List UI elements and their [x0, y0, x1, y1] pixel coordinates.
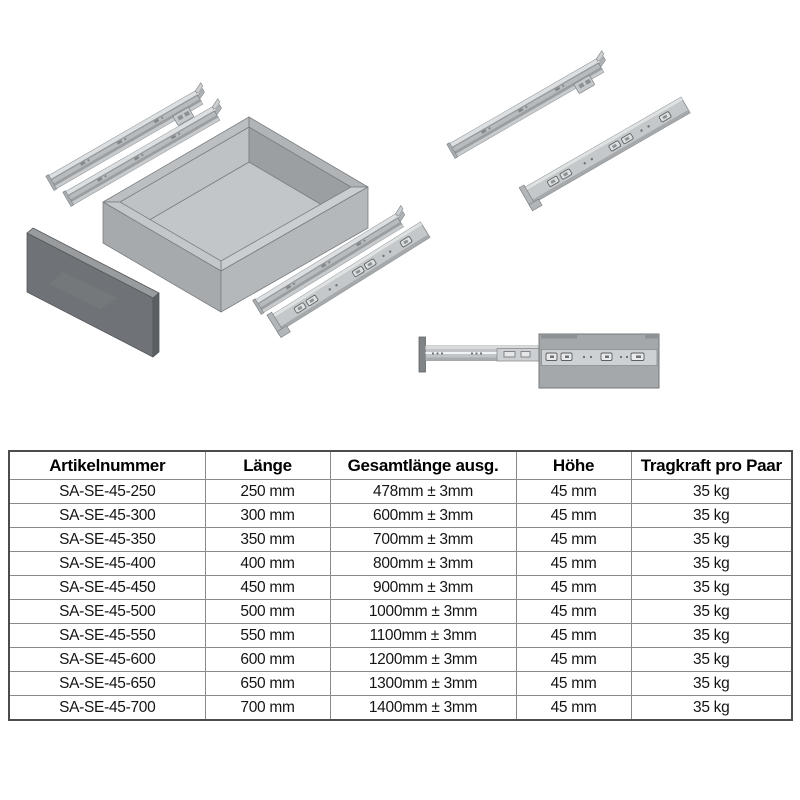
- table-row: [9, 528, 792, 552]
- table-cell: 478mm ± 3mm: [330, 480, 516, 504]
- table-cell: 700mm ± 3mm: [330, 528, 516, 552]
- table-cell: 600 mm: [205, 648, 330, 672]
- slide-end-cap: [419, 337, 426, 372]
- col-header-laenge: Länge: [205, 451, 330, 480]
- table-cell: SA-SE-45-550: [9, 624, 205, 648]
- table-cell: SA-SE-45-600: [9, 648, 205, 672]
- table-cell: 45 mm: [516, 624, 631, 648]
- table-cell: 45 mm: [516, 480, 631, 504]
- col-header-gesamtlaenge: Gesamtlänge ausg.: [330, 451, 516, 480]
- table-row: [9, 504, 792, 528]
- table-row: [9, 648, 792, 672]
- table-cell: 1000mm ± 3mm: [330, 600, 516, 624]
- table-cell: 1300mm ± 3mm: [330, 672, 516, 696]
- slide-slot: [504, 352, 515, 358]
- table-cell: 35 kg: [631, 624, 792, 648]
- table-row: [9, 552, 792, 576]
- table-cell: 35 kg: [631, 480, 792, 504]
- table-cell: 400 mm: [205, 552, 330, 576]
- slide-rail-right-upper: [445, 51, 615, 164]
- table-cell: 700 mm: [205, 696, 330, 721]
- table-cell: 450 mm: [205, 576, 330, 600]
- table-row: [9, 696, 792, 721]
- col-header-tragkraft: Tragkraft pro Paar: [631, 451, 792, 480]
- table-cell: 900mm ± 3mm: [330, 576, 516, 600]
- table-cell: 45 mm: [516, 504, 631, 528]
- table-cell: 35 kg: [631, 576, 792, 600]
- table-cell: SA-SE-45-300: [9, 504, 205, 528]
- table-header-row: [9, 451, 792, 480]
- table-cell: 45 mm: [516, 576, 631, 600]
- table-cell: 1100mm ± 3mm: [330, 624, 516, 648]
- table-cell: SA-SE-45-450: [9, 576, 205, 600]
- table-row: [9, 600, 792, 624]
- table-row: [9, 576, 792, 600]
- table-cell: 35 kg: [631, 696, 792, 721]
- slide-slot: [521, 352, 530, 358]
- slide-middle-member: [497, 349, 540, 362]
- table-cell: 250 mm: [205, 480, 330, 504]
- slide-rail-right-lower: [519, 95, 693, 211]
- col-header-artikelnummer: Artikelnummer: [9, 451, 205, 480]
- table-cell: 35 kg: [631, 528, 792, 552]
- table-cell: 35 kg: [631, 672, 792, 696]
- table-row: [9, 480, 792, 504]
- table-cell: SA-SE-45-400: [9, 552, 205, 576]
- slide-top-tab: [541, 334, 577, 339]
- table-cell: SA-SE-45-700: [9, 696, 205, 721]
- col-header-hoehe: Höhe: [516, 451, 631, 480]
- table-row: [9, 624, 792, 648]
- table-cell: 500 mm: [205, 600, 330, 624]
- table-cell: 350 mm: [205, 528, 330, 552]
- table-cell: 35 kg: [631, 600, 792, 624]
- table-cell: SA-SE-45-500: [9, 600, 205, 624]
- table-cell: 1200mm ± 3mm: [330, 648, 516, 672]
- table-cell: 35 kg: [631, 648, 792, 672]
- table-cell: 600mm ± 3mm: [330, 504, 516, 528]
- front-panel-side-edge: [153, 293, 159, 357]
- extended-slide-side-view: [419, 334, 659, 388]
- table-cell: 45 mm: [516, 528, 631, 552]
- table-cell: 45 mm: [516, 600, 631, 624]
- table-cell: 45 mm: [516, 672, 631, 696]
- table-cell: 45 mm: [516, 696, 631, 721]
- table-cell: 300 mm: [205, 504, 330, 528]
- table-row: [9, 672, 792, 696]
- table-cell: 35 kg: [631, 552, 792, 576]
- slide-top-tab: [645, 334, 659, 339]
- table-cell: 800mm ± 3mm: [330, 552, 516, 576]
- table-cell: SA-SE-45-650: [9, 672, 205, 696]
- table-cell: 550 mm: [205, 624, 330, 648]
- table-cell: 45 mm: [516, 648, 631, 672]
- table-cell: SA-SE-45-350: [9, 528, 205, 552]
- table-cell: SA-SE-45-250: [9, 480, 205, 504]
- table-cell: 45 mm: [516, 552, 631, 576]
- table-cell: 650 mm: [205, 672, 330, 696]
- table-cell: 1400mm ± 3mm: [330, 696, 516, 721]
- spec-table: [8, 450, 793, 721]
- table-cell: 35 kg: [631, 504, 792, 528]
